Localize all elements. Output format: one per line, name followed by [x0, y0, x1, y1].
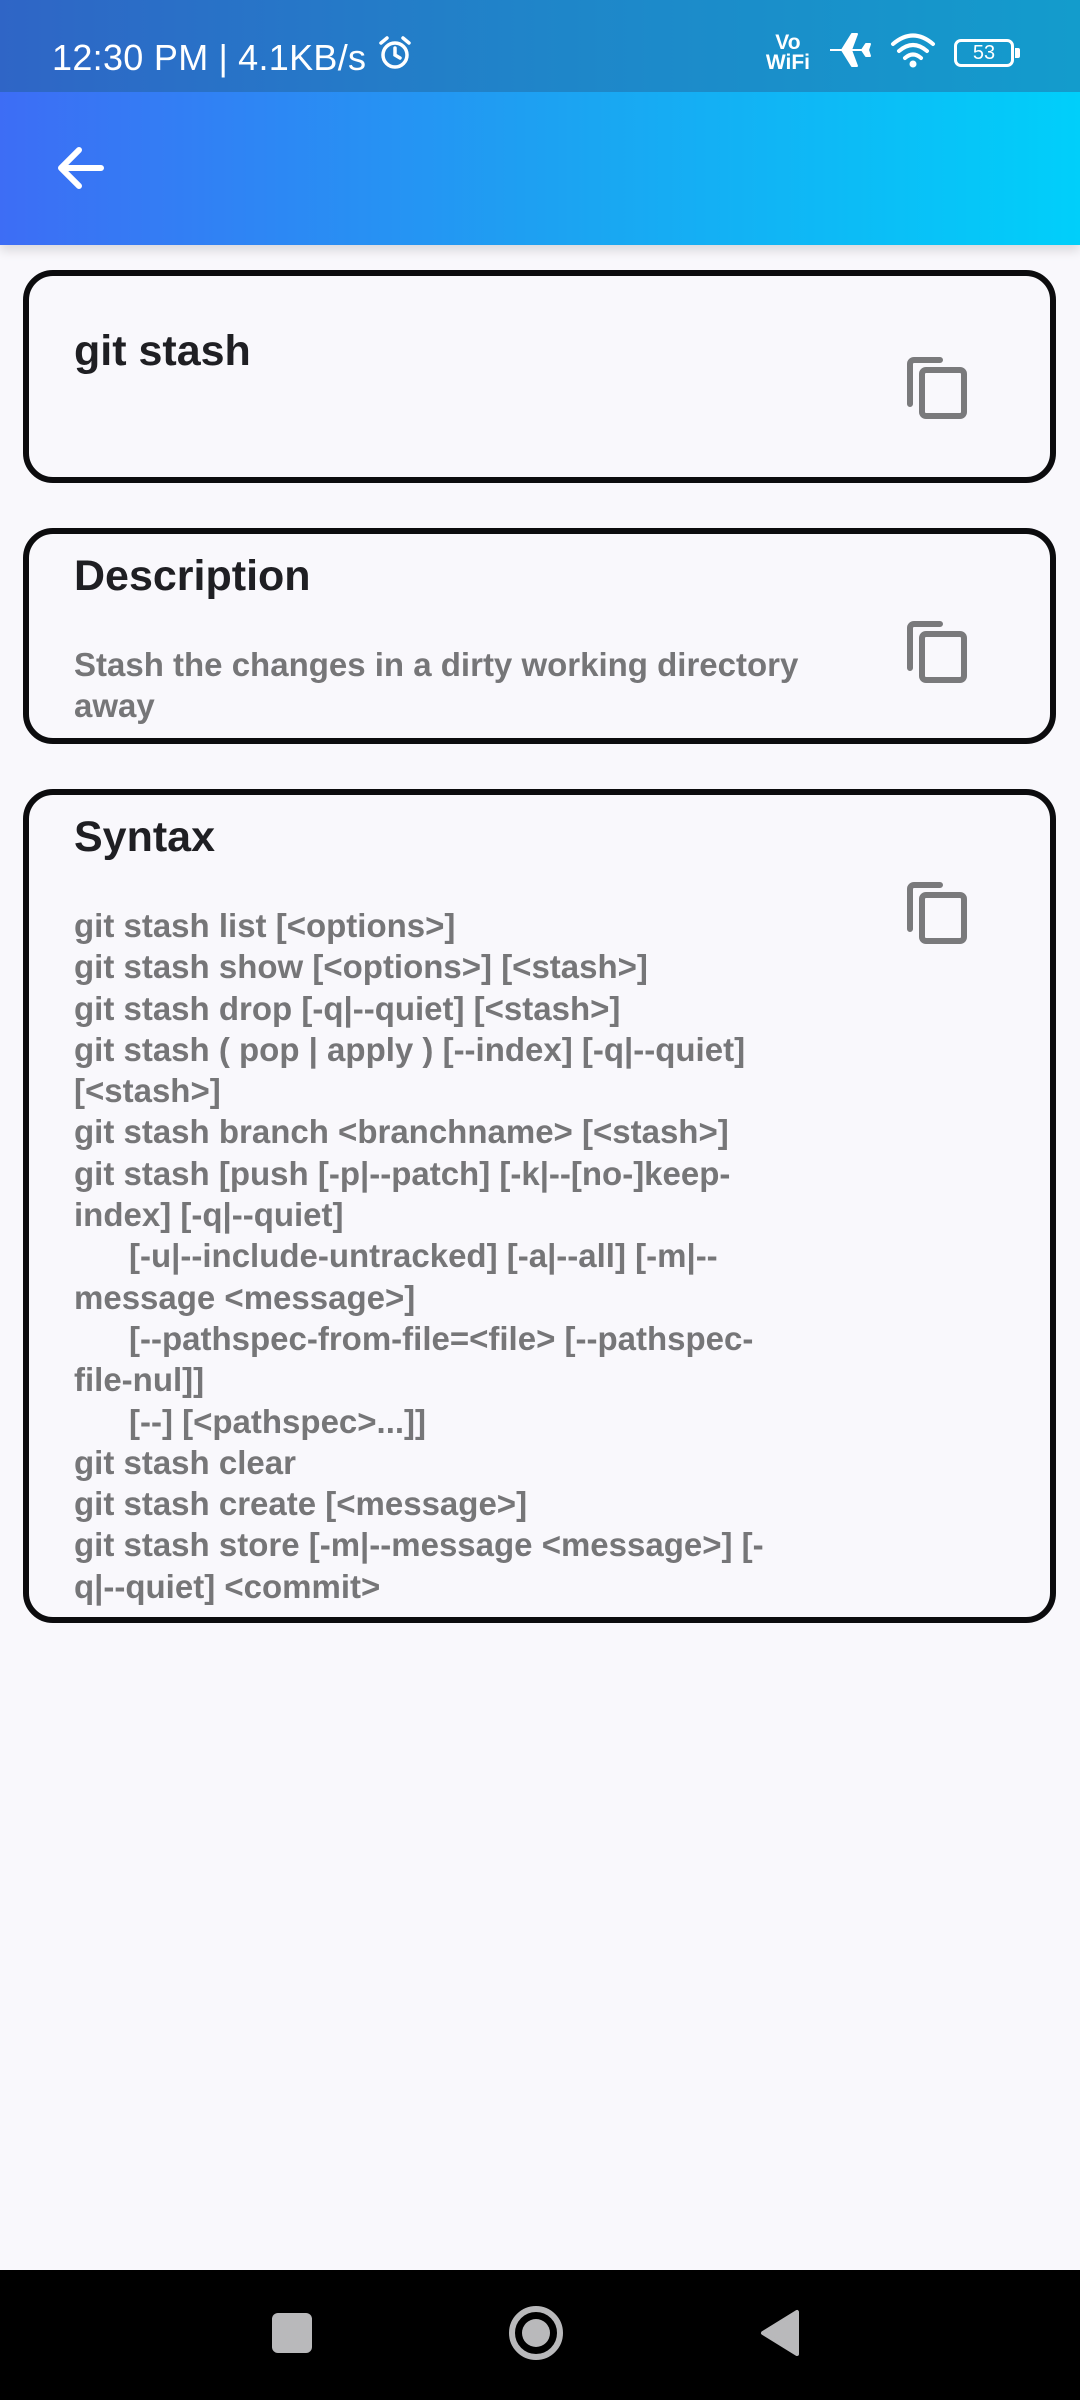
system-nav-bar	[0, 2270, 1080, 2400]
status-time: 12:30 PM	[52, 37, 209, 78]
back-button[interactable]	[40, 130, 120, 210]
airplane-icon	[828, 30, 872, 75]
description-title: Description	[74, 552, 311, 600]
copy-description-button[interactable]	[906, 614, 972, 684]
vowifi-line1: Vo	[775, 30, 801, 54]
copy-syntax-button[interactable]	[906, 875, 972, 945]
syntax-card	[23, 789, 1056, 1623]
system-back-button[interactable]	[740, 2295, 820, 2375]
square-icon	[270, 2311, 314, 2360]
alarm-icon	[376, 34, 414, 82]
status-left	[52, 34, 414, 82]
vowifi-indicator	[765, 30, 810, 74]
status-right	[766, 30, 1014, 75]
description-text: Stash the changes in a dirty working directory away	[74, 646, 808, 725]
battery-indicator: 53	[954, 39, 1014, 67]
syntax-text: git stash list [<options>] git stash show [<options>] [<stash>] git stash drop [-q|--quiet] [<stash>] git stash ( pop | apply ) [--index] [-q|--quiet] [<stash>] git stash branch <branchname> [<stash>] git stash [push [-p|--patch] [-k|--[no-]keep- index] [-q|--quiet] [-u|--include-untracked] [-a|--all] [-m|-- message <message>] [--pathspec-from-file=<file> [--pathspec- file-nul]] [--] [<pathspec>...]] git stash clear git stash create [<message>] git stash store [-m|--message <message>] [- q|--quiet] <commit>	[74, 907, 764, 1605]
copy-command-button[interactable]	[906, 350, 972, 420]
status-separator: |	[218, 37, 229, 78]
command-title: git stash	[74, 327, 251, 375]
recents-button[interactable]	[252, 2295, 332, 2375]
description-card	[23, 528, 1056, 744]
triangle-back-icon	[757, 2308, 803, 2363]
vowifi-line2: WiFi	[765, 50, 810, 74]
command-card	[23, 270, 1056, 483]
home-button[interactable]	[496, 2295, 576, 2375]
copy-icon	[906, 932, 972, 949]
status-bar	[0, 0, 1080, 92]
copy-icon	[906, 671, 972, 688]
circle-icon	[506, 2303, 566, 2368]
wifi-icon	[890, 31, 936, 74]
arrow-left-icon	[55, 145, 105, 196]
syntax-title: Syntax	[74, 813, 216, 861]
network-speed: 4.1KB/s	[238, 37, 367, 78]
copy-icon	[906, 407, 972, 424]
